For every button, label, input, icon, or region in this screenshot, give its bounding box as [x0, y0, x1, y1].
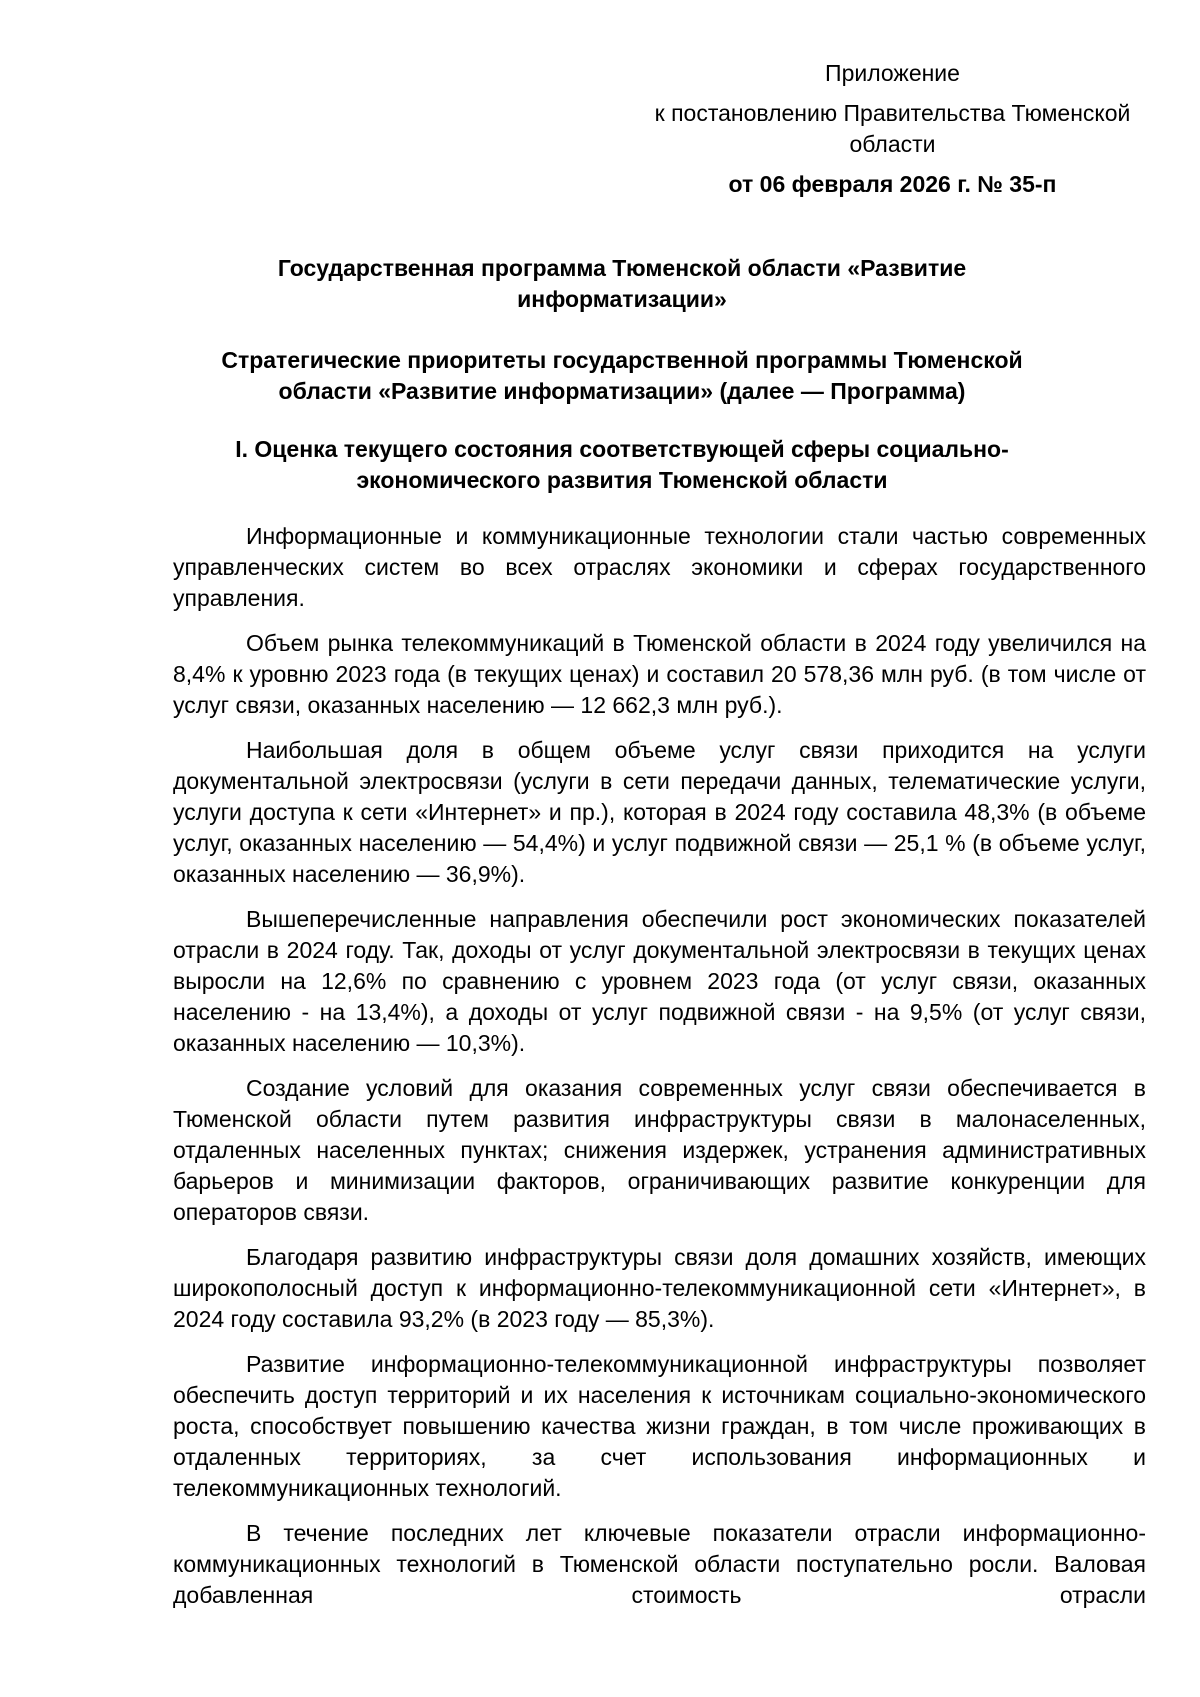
paragraph: Благодаря развитию инфраструктуры связи доля домашних хозяйств, имеющих широкополосный доступ к информационно-телекоммуникационной сети «Интернет», в 2024 году составила 93,2% (в 2023 году — 85,3%).	[173, 1244, 1146, 1332]
program-title: Государственная программа Тюменской области «Развитие информатизации»	[277, 255, 967, 312]
appendix-date-number: от 06 февраля 2026 г. № 35-п	[728, 171, 1057, 197]
paragraph: Наибольшая доля в общем объеме услуг связи приходится на услуги документальной электросвязи (услуги в сети передачи данных, телематические услуги, услуги доступа к сети «Интернет» и пр.), которая в 2024 году составила 48,3% (в объеме услуг, оказанных населению — 54,4%) и услуг подвижной связи — 25,1 % (в объеме услуг, оказанных населению — 36,9%).	[173, 737, 1146, 887]
priorities-title: Стратегические приоритеты государственной программы Тюменской области «Развитие информатизации» (далее — Программа)	[221, 347, 1023, 404]
paragraph: В течение последних лет ключевые показатели отрасли информационно-коммуникационных технологий в Тюменской области поступательно росли. Валовая добавленная стоимость отрасли	[173, 1520, 1146, 1608]
paragraph: Объем рынка телекоммуникаций в Тюменской области в 2024 году увеличился на 8,4% к уровню 2023 года (в текущих ценах) и составил 20 578,36 млн руб. (в том числе от услуг связи, оказанных населению — 12 662,3 млн руб.).	[173, 630, 1146, 718]
section-title: I. Оценка текущего состояния соответствующей сферы социально-экономического развития Тюменской области	[235, 436, 1009, 493]
body-text	[173, 521, 1146, 1611]
appendix-reference: к постановлению Правительства Тюменской области	[654, 100, 1131, 157]
paragraph: Вышеперечисленные направления обеспечили рост экономических показателей отрасли в 2024 году. Так, доходы от услуг документальной электросвязи в текущих ценах выросли на 12,6% по сравнению с уровнем 2023 года (от услуг связи, оказанных населению - на 13,4%), а доходы от услуг подвижной связи - на 9,5% (от услуг связи, оказанных населению — 10,3%).	[173, 906, 1146, 1056]
appendix-title: Приложение	[825, 60, 960, 86]
paragraph: Информационные и коммуникационные технологии стали частью современных управленческих систем во всех отраслях экономики и сферах государственного управления.	[173, 523, 1146, 611]
paragraph: Создание условий для оказания современных услуг связи обеспечивается в Тюменской области путем развития инфраструктуры связи в малонаселенных, отдаленных населенных пунктах; снижения издержек, устранения административных барьеров и минимизации факторов, ограничивающих развитие конкуренции для операторов связи.	[173, 1075, 1146, 1225]
paragraph: Развитие информационно-телекоммуникационной инфраструктуры позволяет обеспечить доступ территорий и их населения к источникам социально-экономического роста, способствует повышению качества жизни граждан, в том числе проживающих в отдаленных территориях, за счет использования информационных и телекоммуникационных технологий.	[173, 1351, 1146, 1501]
